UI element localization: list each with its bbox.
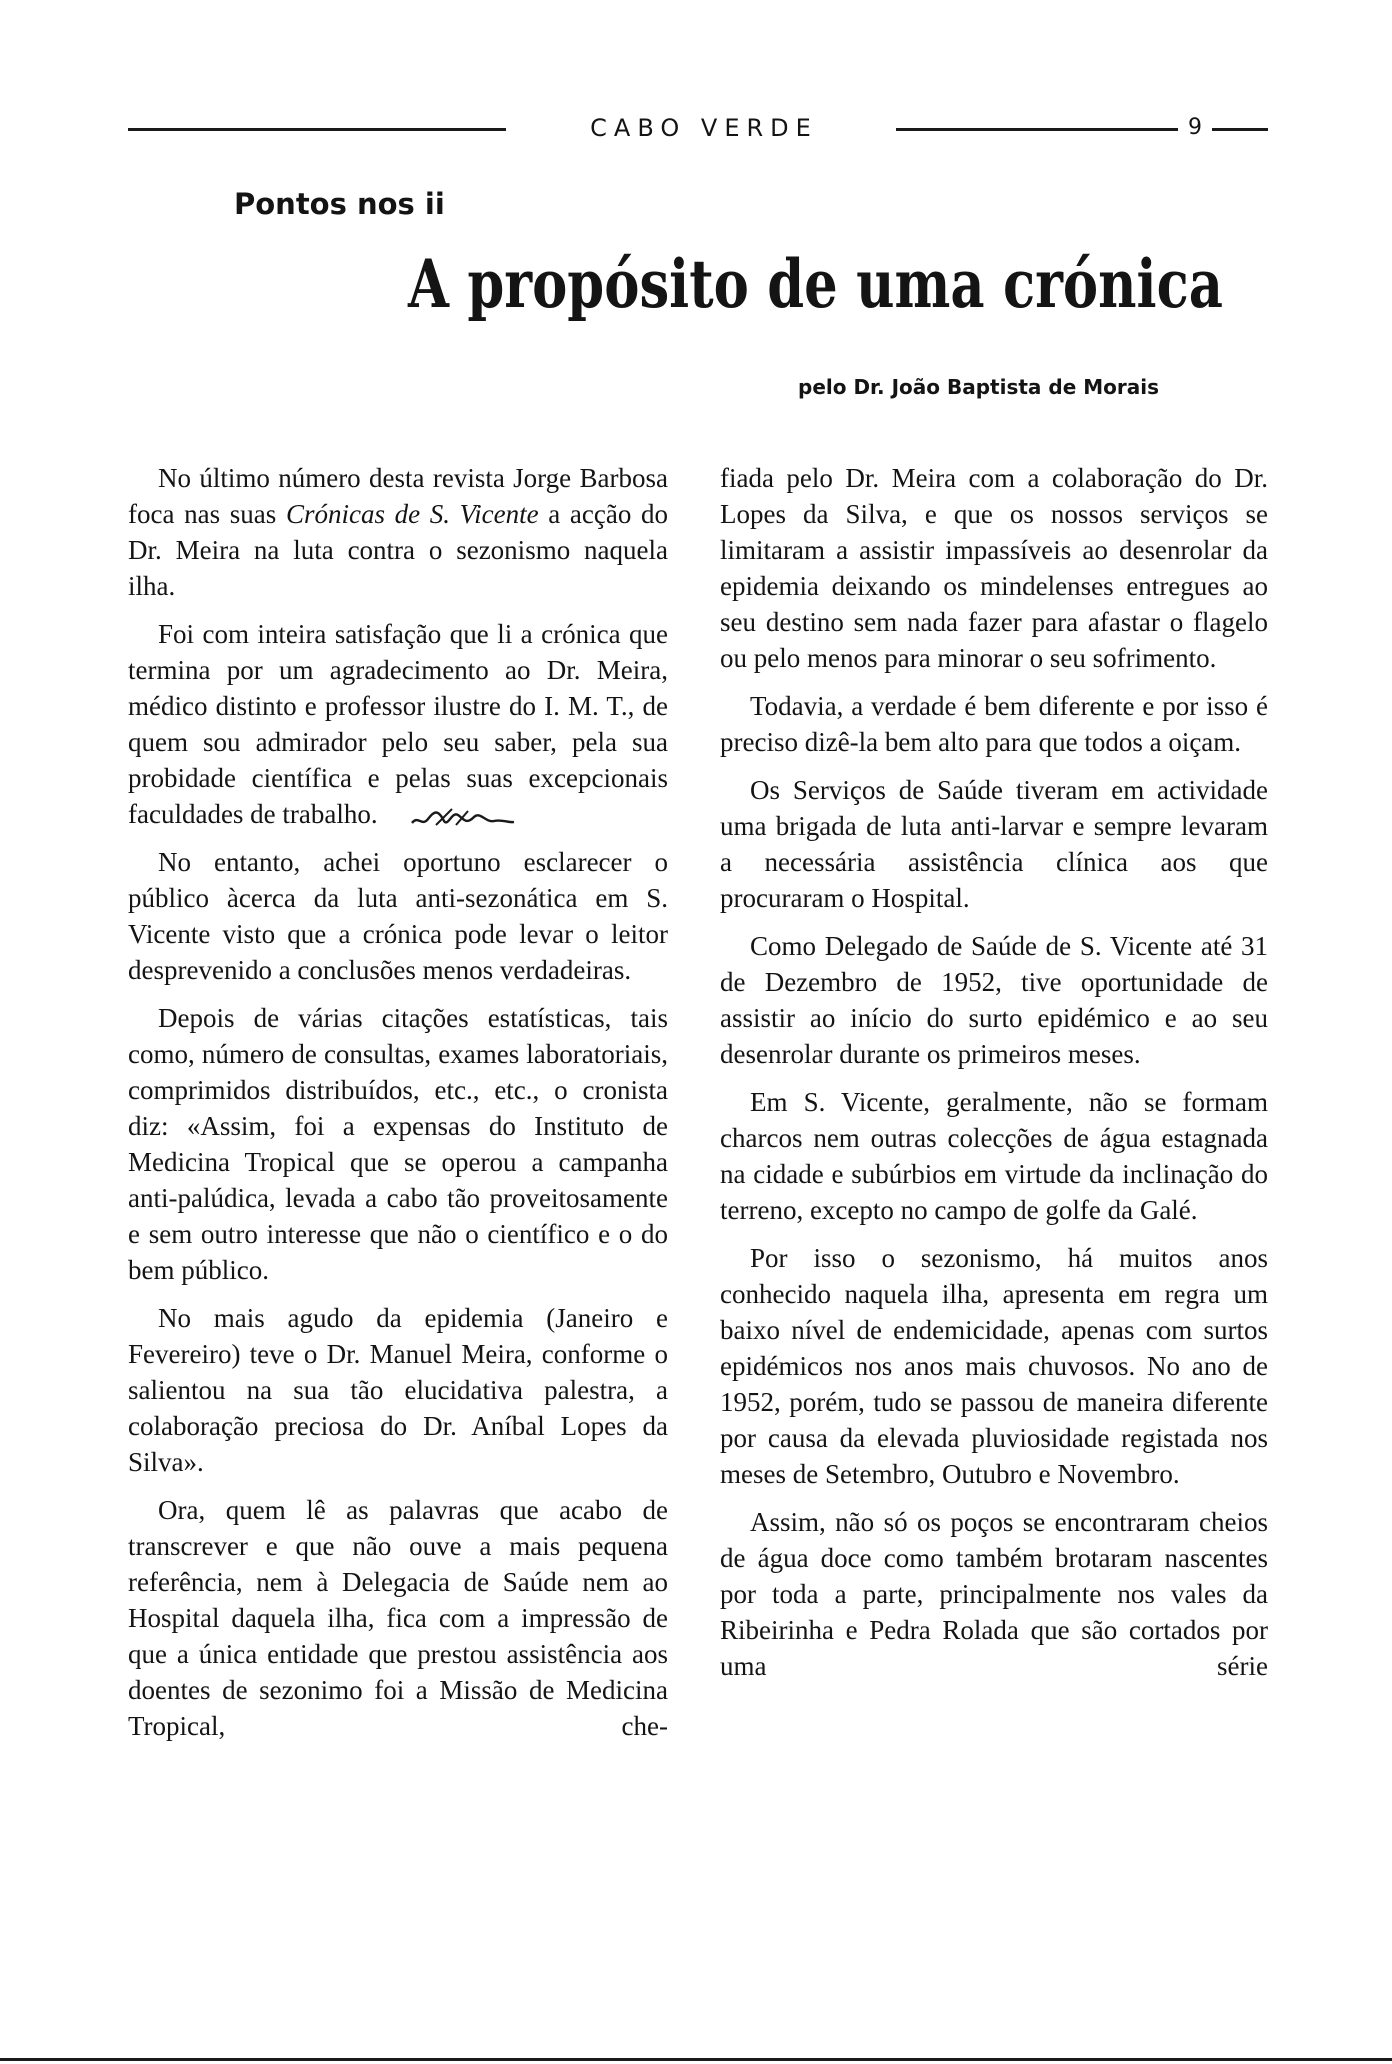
header-rule-left: [128, 128, 506, 131]
body-column-left: [128, 460, 668, 1756]
paragraph-9: Os Serviços de Saúde tiveram em actividade uma brigada de luta anti-larvar e sempre levaram a necessária assistência clínica aos que procuraram o Hospital.: [720, 775, 1268, 913]
running-header: [128, 112, 1268, 144]
paragraph-7: fiada pelo Dr. Meira com a colaboração do Dr. Lopes da Silva, e que os nossos serviços se limitaram a assistir impassíveis ao desenrolar da epidemia deixando os mindelenses entregues ao seu destino sem nada fazer para afastar o flagelo ou pelo menos para minorar o seu sofrimento.: [720, 463, 1268, 673]
article-title: A propósito de uma crónica: [408, 245, 1223, 323]
paragraph-1-text-b: a acção do Dr. Meira na luta contra o sezonismo naquela ilha.: [128, 499, 669, 601]
paragraph-2: [128, 616, 668, 832]
paragraph-12: Por isso o sezonismo, há muitos anos conhecido naquela ilha, apresenta em regra um baixo nível de endemicidade, apenas com surtos epidémicos nos anos mais chuvosos. No ano de 1952, porém, tudo se passou de maneira diferente por causa da elevada pluviosidade registada nos meses de Setembro, Outubro e Novembro.: [720, 1243, 1268, 1489]
page-number: 9: [1188, 115, 1202, 140]
article-byline: pelo Dr. João Baptista de Morais: [798, 375, 1159, 399]
article-kicker: Pontos nos ii: [234, 187, 445, 221]
paragraph-13: Assim, não só os poços se encontraram cheios de água doce como também brotaram nascentes por toda a parte, principalmente nos vales da Ribeirinha e Pedra Rolada que são cortados por uma série: [720, 1507, 1268, 1681]
body-column-right: [720, 460, 1268, 1696]
paragraph-11: Em S. Vicente, geralmente, não se formam charcos nem outras colecções de água estagnada na cidade e subúrbios em virtude da inclinação do terreno, excepto no campo de golfe da Galé.: [720, 1087, 1268, 1225]
paragraph-1-italic: Crónicas de S. Vicente: [285, 499, 539, 529]
journal-name: CABO VERDE: [590, 114, 818, 142]
page-bottom-rule: [0, 2058, 1392, 2061]
paragraph-5: No mais agudo da epidemia (Janeiro e Fevereiro) teve o Dr. Manuel Meira, conforme o salientou na sua tão elucidativa palestra, a colaboração preciosa do Dr. Aníbal Lopes da Silva».: [128, 1303, 668, 1477]
paragraph-2-text: Foi com inteira satisfação que li a crónica que termina por um agradecimento ao Dr. Meira, médico distinto e professor ilustre do I. M. T., de quem sou admirador pelo seu saber, pela sua probidade científica e pelas suas excepcionais faculdades de trabalho.: [128, 619, 668, 829]
header-rule-tail: [1212, 128, 1268, 131]
paragraph-6: Ora, quem lê as palavras que acabo de transcrever e que não ouve a mais pequena referência, nem à Delegacia de Saúde nem ao Hospital daquela ilha, fica com a impressão de que a única entidade que prestou assistência aos doentes de sezonimo foi a Missão de Medicina Tropical, che-: [128, 1495, 668, 1741]
paragraph-3: No entanto, achei oportuno esclarecer o público àcerca da luta anti-sezonática em S. Vicente visto que a crónica pode levar o leitor desprevenido a conclusões menos verdadeiras.: [128, 847, 668, 985]
paragraph-4: Depois de várias citações estatísticas, tais como, número de consultas, exames laboratoriais, comprimidos distribuídos, etc., etc., o cronista diz: «Assim, foi a expensas do Instituto de Medicina Tropical que se operou a campanha anti-palúdica, levada a cabo tão proveitosamente e sem outro interesse que não o científico e o do bem público.: [128, 1003, 668, 1285]
signature-icon: [408, 803, 518, 831]
paragraph-1: [128, 460, 668, 604]
paragraph-1-text-a: No último número desta revista Jorge Barbosa foca nas suas: [128, 463, 668, 529]
paragraph-8: Todavia, a verdade é bem diferente e por isso é preciso dizê-la bem alto para que todos a oiçam.: [720, 691, 1268, 757]
header-rule-right: [896, 128, 1178, 131]
paragraph-10: Como Delegado de Saúde de S. Vicente até 31 de Dezembro de 1952, tive oportunidade de assistir ao início do surto epidémico e ao seu desenrolar durante os primeiros meses.: [720, 931, 1268, 1069]
